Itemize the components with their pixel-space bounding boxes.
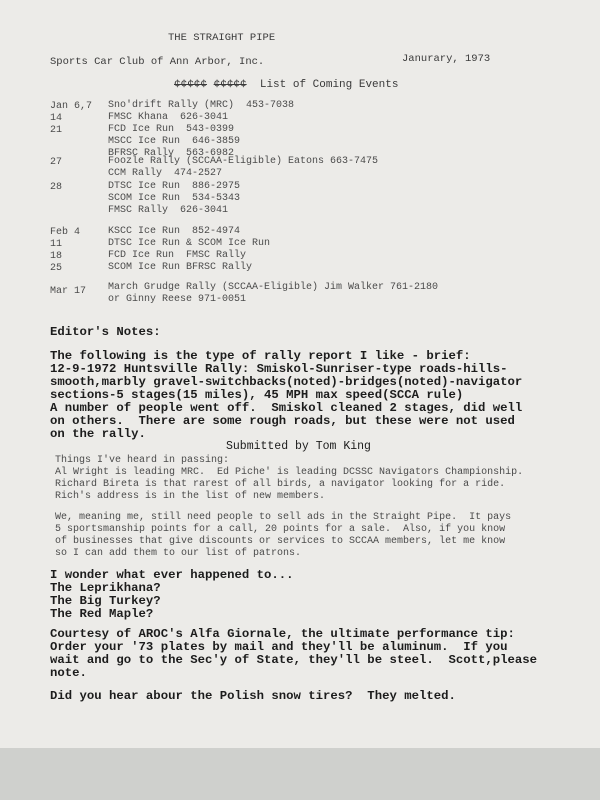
- event-text: FCD Ice Run FMSC Rally: [108, 250, 247, 261]
- event-text: CCM Rally 474-2527: [108, 168, 223, 179]
- struck-word-1: ¢¢¢¢¢: [174, 79, 208, 91]
- aroc-line: note.: [50, 666, 87, 680]
- passing-line: Rich's address is in the list of new members.: [55, 491, 326, 502]
- event-date: 18: [50, 251, 63, 262]
- wonder-line: The Big Turkey?: [50, 594, 161, 608]
- aroc-line: wait and go to the Sec'y of State, they'll be steel. Scott,please: [50, 653, 538, 667]
- event-text: KSCC Ice Run 852-4974: [108, 226, 241, 237]
- passing-line: Richard Bireta is that rarest of all birds, a navigator looking for a ride.: [55, 479, 506, 490]
- issue-date: Janurary, 1973: [402, 53, 491, 65]
- event-text: DTSC Ice Run & SCOM Ice Run: [108, 238, 271, 249]
- rally-report-line: The following is the type of rally report I like - brief:: [50, 349, 471, 363]
- event-date: 27: [50, 157, 63, 168]
- event-date: Jan 6,7: [50, 101, 93, 112]
- event-text: DTSC Ice Run 886-2975: [108, 181, 241, 192]
- wonder-line: The Leprikhana?: [50, 581, 161, 595]
- rally-report-line: smooth,marbly gravel-switchbacks(noted)-bridges(noted)-navigator: [50, 375, 523, 389]
- rally-report-line: 12-9-1972 Huntsville Rally: Smiskol-Sunriser-type roads-hills-: [50, 362, 508, 376]
- event-date: 11: [50, 239, 63, 250]
- aroc-line: Courtesy of AROC's Alfa Giornale, the ultimate performance tip:: [50, 627, 515, 641]
- rally-report-line: sections-5 stages(15 miles), 45 MPH max speed(SCCA rule): [50, 388, 464, 402]
- events-header: [174, 80, 398, 91]
- newsletter-title: THE STRAIGHT PIPE: [168, 32, 276, 44]
- editor-notes-heading: Editor's Notes:: [50, 325, 161, 339]
- scan-background: [0, 748, 600, 800]
- passing-line: Al Wright is leading MRC. Ed Piche' is leading DCSSC Navigators Championship.: [55, 467, 524, 478]
- event-date: Mar 17: [50, 286, 87, 297]
- ads-line: We, meaning me, still need people to sell ads in the Straight Pipe. It pays: [55, 512, 512, 523]
- wonder-line: The Red Maple?: [50, 607, 154, 621]
- rally-report-line: on others. There are some rough roads, but these were not used: [50, 414, 515, 428]
- event-text: SCOM Ice Run BFRSC Rally: [108, 262, 253, 273]
- passing-line: Things I've heard in passing:: [55, 455, 230, 466]
- ads-line: 5 sportsmanship points for a call, 20 points for a sale. Also, if you know: [55, 524, 506, 535]
- ads-line: of businesses that give discounts or services to SCCAA members, let me know: [55, 536, 506, 547]
- event-text: FMSC Khana 626-3041: [108, 112, 229, 123]
- event-text: MSCC Ice Run 646-3859: [108, 136, 241, 147]
- event-text: FMSC Rally 626-3041: [108, 205, 229, 216]
- polish-joke: Did you hear abour the Polish snow tires? They melted.: [50, 689, 456, 703]
- event-text: SCOM Ice Run 534-5343: [108, 193, 241, 204]
- event-text: Foozle Rally (SCCAA-Eligible) Eatons 663-7475: [108, 156, 379, 167]
- event-text: March Grudge Rally (SCCAA-Eligible) Jim Walker 761-2180: [108, 282, 439, 293]
- event-date: Feb 4: [50, 227, 81, 238]
- struck-word-2: ¢¢¢¢¢: [213, 79, 247, 91]
- event-text: BFRSC Rally 563-6982: [108, 148, 235, 159]
- event-date: 21: [50, 125, 63, 136]
- event-date: 14: [50, 113, 63, 124]
- event-text: or Ginny Reese 971-0051: [108, 294, 247, 305]
- ads-line: so I can add them to our list of patrons.: [55, 548, 302, 559]
- event-text: FCD Ice Run 543-0399: [108, 124, 235, 135]
- event-date: 28: [50, 182, 63, 193]
- rally-report-line: on the rally.: [50, 427, 146, 441]
- event-date: 25: [50, 263, 63, 274]
- submitted-by: Submitted by Tom King: [226, 440, 371, 453]
- event-text: Sno'drift Rally (MRC) 453-7038: [108, 100, 295, 111]
- club-name: Sports Car Club of Ann Arbor, Inc.: [50, 56, 265, 68]
- wonder-line: I wonder what ever happened to...: [50, 568, 294, 582]
- rally-report-line: A number of people went off. Smiskol cleaned 2 stages, did well: [50, 401, 523, 415]
- aroc-line: Order your '73 plates by mail and they'll be aluminum. If you: [50, 640, 508, 654]
- events-header-text: List of Coming Events: [259, 79, 399, 91]
